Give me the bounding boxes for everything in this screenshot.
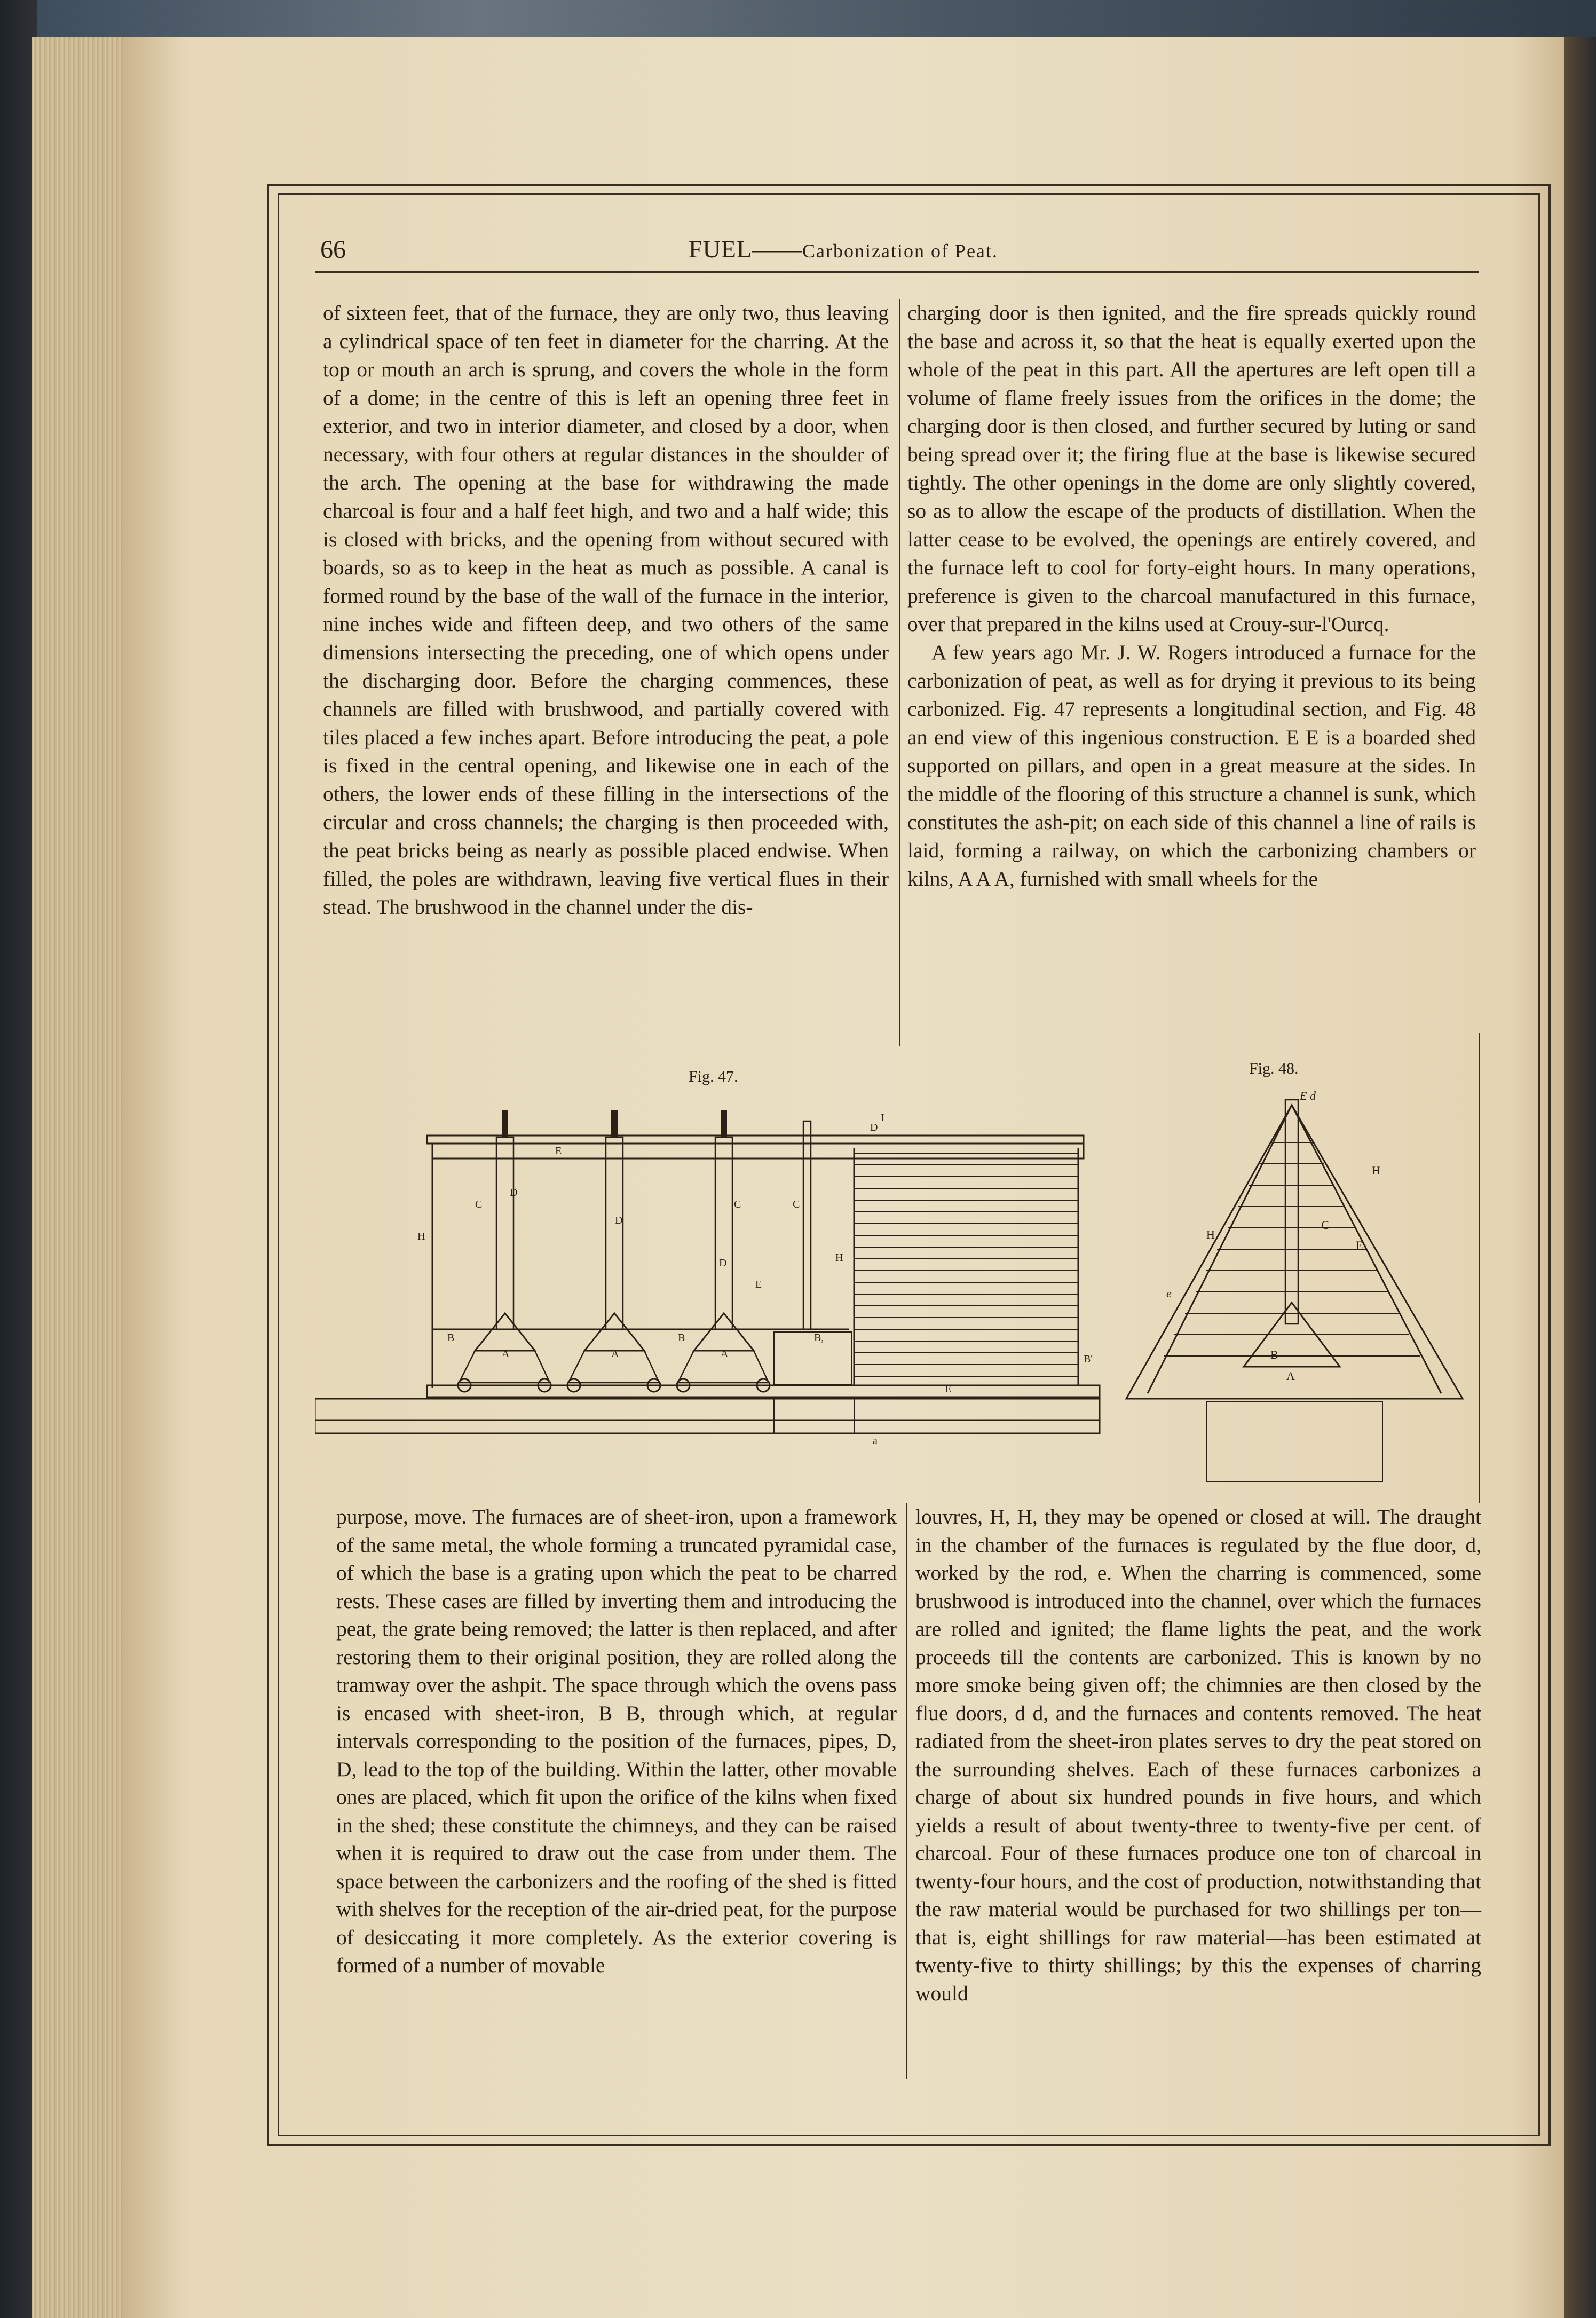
running-head [689, 235, 998, 263]
header-rule [315, 271, 1479, 273]
fig-48-labels [1166, 1089, 1380, 1383]
svg-text:A: A [611, 1348, 619, 1360]
svg-text:B: B [678, 1332, 685, 1344]
svg-text:C: C [1321, 1218, 1329, 1232]
fig-48-outline [1126, 1105, 1463, 1399]
svg-text:C: C [734, 1199, 741, 1210]
upper-right-para-2: A few years ago Mr. J. W. Rogers introduced a furnace for the carbonization of peat, as well as for drying it previous to its being carbonized. Fig. 47 represents a longitudinal section, and Fig. 48 an end view of this ingenious construction. E E is a boarded shed supported on pillars, and open in a great measure at the sides. In the middle of the flooring of this structure a channel is sunk, which constitutes the ash-pit; on each side of this channel a line of rails is laid, forming a railway, on which the carbonizing chambers or kilns, A A A, furnished with small wheels for the [907, 641, 1476, 890]
fig-47-shed-frame [315, 1136, 1100, 1433]
upper-right-column [907, 299, 1476, 893]
lower-right-column: louvres, H, H, they may be opened or closed at will. The draught in the chamber of the furnaces is regulated by the flue door, d, worked by the rod, e. When the charring is commenced, some brushwood is introduced into the channel, over which the furnaces are rolled and ignited; the flame lights the peat, and the work proceeds till the contents are carbonized. This is known by no more smoke being given off; the chimnies are then closed by the flue doors, d d, and the furnaces and contents removed. The heat radiated from the sheet-iron plates serves to dry the peat stored on the surrounding shelves. Each of these furnaces carbonizes a charge of about six hundred pounds in five hours, and which yields a result of about twenty-three to twenty-five per cent. of charcoal. Four of these furnaces produce one ton of charcoal in twenty-four hours, and the cost of production, notwithstanding that the raw material would be purchased for two shillings per ton—that is, eight shillings for raw material—has been estimated at twenty-five to thirty shillings; by this the expenses of charring would [915, 1505, 1481, 2005]
book-right-edge [1564, 37, 1596, 2318]
book-cover-top [0, 0, 1596, 43]
svg-text:C: C [793, 1199, 800, 1210]
running-head-sub: Carbonization of Peat. [802, 240, 998, 262]
column-divider-upper [899, 299, 900, 1046]
svg-text:D: D [510, 1187, 518, 1199]
fig-47-caption: Fig. 47. [689, 1068, 738, 1085]
svg-text:D: D [719, 1257, 727, 1269]
column-divider-lower [906, 1503, 907, 2079]
svg-text:B,: B, [814, 1332, 824, 1344]
svg-text:E d: E d [1300, 1089, 1316, 1102]
svg-text:B: B [1270, 1348, 1278, 1361]
lower-left-column: purpose, move. The furnaces are of sheet-iron, upon a framework of the same metal, the whole forming a truncated pyramidal case, of which the base is a grating upon which the peat to be charred rests. These cases are filled by inverting them and introducing the peat, the grate being removed; the latter is then replaced, and after restoring them to their original position, they are rolled along the tramway over the ashpit. The space through which the ovens pass is encased with sheet-iron, B B, through which, at regular intervals corresponding to the position of the furnaces, pipes, D, D, lead to the top of the building. Within the latter, other movable ones are placed, which fit upon the orifice of the kilns when fixed in the shed; these constitute the chimneys, and they can be raised when it is required to draw out the case from under them. The space between the carbonizers and the roofing of the shed is fitted with shelves for the reception of the air-dried peat, for the purpose of desiccating it more completely. As the exterior covering is formed of a number of movable [336, 1505, 897, 1977]
svg-text:e: e [1166, 1287, 1172, 1300]
svg-text:H: H [1372, 1164, 1380, 1177]
page-number: 66 [320, 235, 346, 264]
svg-text:A: A [1286, 1369, 1295, 1383]
upper-left-column: of sixteen feet, that of the furnace, they are only two, thus leaving a cylindrical space of ten feet in diameter for the charring. At the top or mouth an arch is sprung, and covers the whole in the form of a dome; in the centre of this is left an opening three feet in exterior, and two in interior diameter, and closed by a door, when necessary, with four others at regular distances in the shoulder of the arch. The opening at the base for withdrawing the made charcoal is four and a half feet high, and two and a half wide; this is closed with bricks, and the opening from without secured with boards, so as to keep in the heat as much as possible. A canal is formed round by the base of the wall of the furnace in the interior, nine inches wide and fifteen deep, and two others of the same dimensions intersecting the preceding, one of which opens under the discharging door. Before the charging commences, these channels are filled with brushwood, and partially covered with tiles placed a few inches apart. Before introducing the peat, a pole is fixed in the central opening, and likewise one in each of the others, the lower ends of these filling in the intersections of the circular and cross channels; the charging is then proceeded with, the peat bricks being as nearly as possible placed endwise. When filled, the poles are withdrawn, leaving five vertical flues in their stead. The brushwood in the channel under the dis- [323, 301, 889, 919]
svg-text:E: E [555, 1145, 562, 1157]
svg-text:B': B' [1084, 1353, 1093, 1365]
svg-text:C: C [475, 1199, 483, 1210]
fig-48-furnace [1244, 1100, 1340, 1367]
fig-48-base-masonry [1206, 1401, 1382, 1481]
svg-text:I: I [881, 1112, 884, 1124]
fig-47-pipe-4 [803, 1121, 811, 1329]
svg-text:H: H [1206, 1228, 1215, 1241]
svg-text:D: D [615, 1215, 623, 1226]
svg-text:E: E [945, 1383, 952, 1395]
fig-47-dotted-space [774, 1332, 851, 1384]
fig-48-caption: Fig. 48. [1249, 1060, 1299, 1077]
upper-right-para-1: charging door is then ignited, and the fire spreads quickly round the base and across it, so that the heat is equally exerted upon the whole of the peat in this part. All the apertures are left open till a volume of flame freely issues from the orifices in the dome; the charging door is then closed, and further secured by luting or sand being spread over it; the firing flue at the base is likewise secured tightly. The other openings in the dome are only slightly covered, so as to allow the escape of the products of distillation. When the latter cease to be evolved, the openings are entirely covered, and the furnace left to cool for forty-eight hours. In many operations, preference is given to the charcoal manufactured in this furnace, over that prepared in the kilns used at Crouy-sur-l'Ourcq. [907, 301, 1476, 636]
svg-text:D: D [870, 1122, 878, 1133]
fig-48-end-view [1116, 1089, 1500, 1495]
fig-47-shelves [854, 1148, 1078, 1385]
svg-text:A: A [721, 1348, 729, 1360]
svg-text:H: H [417, 1231, 425, 1242]
running-head-main: FUEL [689, 235, 752, 263]
svg-text:H: H [835, 1252, 843, 1264]
fig-47-longitudinal-section [315, 1100, 1105, 1495]
svg-text:a: a [873, 1435, 878, 1447]
svg-text:A: A [502, 1348, 510, 1360]
svg-text:B: B [447, 1332, 455, 1344]
fig-47-masonry [774, 1399, 854, 1433]
svg-text:E: E [1356, 1239, 1363, 1252]
running-head-dash: —— [752, 235, 802, 263]
svg-text:E: E [755, 1279, 762, 1290]
